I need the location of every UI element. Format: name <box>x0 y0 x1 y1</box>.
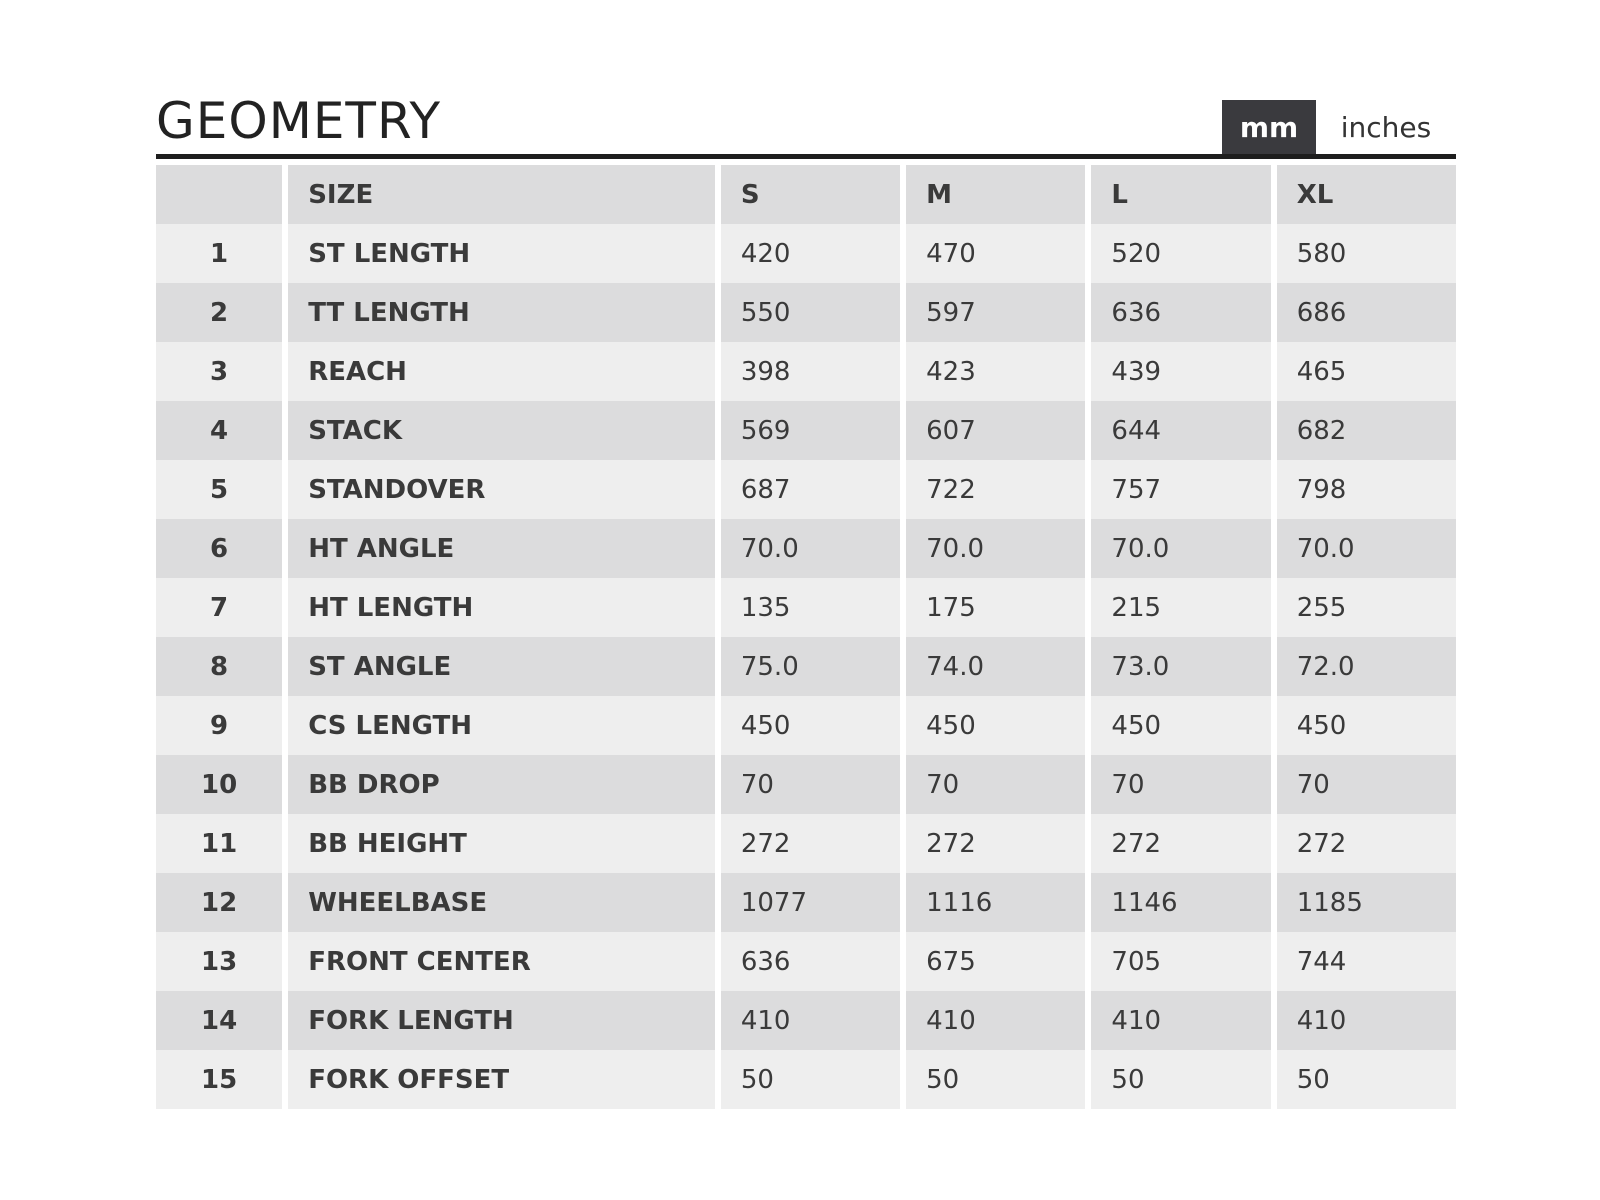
cell-xl: 70.0 <box>1271 519 1456 578</box>
row-label: CS LENGTH <box>282 696 715 755</box>
row-number: 8 <box>156 637 282 696</box>
table-row <box>156 519 1456 578</box>
table-row <box>156 814 1456 873</box>
cell-s: 135 <box>715 578 900 637</box>
column-header-number <box>156 165 282 224</box>
cell-xl: 255 <box>1271 578 1456 637</box>
table-row <box>156 932 1456 991</box>
row-label: FRONT CENTER <box>282 932 715 991</box>
cell-s: 70 <box>715 755 900 814</box>
table-row <box>156 460 1456 519</box>
cell-m: 607 <box>900 401 1085 460</box>
unit-inches-button[interactable]: inches <box>1340 110 1432 144</box>
cell-xl: 410 <box>1271 991 1456 1050</box>
column-header-m: M <box>900 165 1085 224</box>
row-label: ST LENGTH <box>282 224 715 283</box>
cell-m: 1116 <box>900 873 1085 932</box>
row-number: 13 <box>156 932 282 991</box>
cell-m: 272 <box>900 814 1085 873</box>
table-row <box>156 1050 1456 1109</box>
cell-l: 636 <box>1085 283 1270 342</box>
table-row <box>156 342 1456 401</box>
row-label: ST ANGLE <box>282 637 715 696</box>
cell-l: 705 <box>1085 932 1270 991</box>
column-header-l: L <box>1085 165 1270 224</box>
column-header-s: S <box>715 165 900 224</box>
cell-s: 50 <box>715 1050 900 1109</box>
page-title: GEOMETRY <box>156 92 442 150</box>
cell-l: 70.0 <box>1085 519 1270 578</box>
cell-s: 636 <box>715 932 900 991</box>
unit-mm-button[interactable]: mm <box>1222 100 1316 154</box>
row-number: 15 <box>156 1050 282 1109</box>
cell-m: 722 <box>900 460 1085 519</box>
column-header-xl: XL <box>1271 165 1456 224</box>
cell-m: 74.0 <box>900 637 1085 696</box>
cell-s: 569 <box>715 401 900 460</box>
cell-m: 423 <box>900 342 1085 401</box>
cell-l: 410 <box>1085 991 1270 1050</box>
cell-s: 70.0 <box>715 519 900 578</box>
cell-m: 410 <box>900 991 1085 1050</box>
cell-l: 70 <box>1085 755 1270 814</box>
row-number: 1 <box>156 224 282 283</box>
cell-s: 687 <box>715 460 900 519</box>
cell-m: 470 <box>900 224 1085 283</box>
row-number: 7 <box>156 578 282 637</box>
table-row <box>156 578 1456 637</box>
cell-xl: 682 <box>1271 401 1456 460</box>
row-number: 2 <box>156 283 282 342</box>
cell-m: 70.0 <box>900 519 1085 578</box>
cell-s: 272 <box>715 814 900 873</box>
cell-m: 675 <box>900 932 1085 991</box>
row-number: 6 <box>156 519 282 578</box>
cell-m: 597 <box>900 283 1085 342</box>
cell-xl: 70 <box>1271 755 1456 814</box>
row-label: WHEELBASE <box>282 873 715 932</box>
cell-m: 70 <box>900 755 1085 814</box>
cell-s: 420 <box>715 224 900 283</box>
unit-toggle <box>1222 100 1456 154</box>
cell-l: 520 <box>1085 224 1270 283</box>
row-label: FORK LENGTH <box>282 991 715 1050</box>
cell-l: 1146 <box>1085 873 1270 932</box>
row-number: 9 <box>156 696 282 755</box>
cell-l: 215 <box>1085 578 1270 637</box>
table-body <box>156 224 1456 1109</box>
cell-xl: 744 <box>1271 932 1456 991</box>
cell-xl: 450 <box>1271 696 1456 755</box>
cell-m: 175 <box>900 578 1085 637</box>
geometry-table <box>156 165 1456 1109</box>
table-row <box>156 637 1456 696</box>
cell-l: 50 <box>1085 1050 1270 1109</box>
row-number: 14 <box>156 991 282 1050</box>
column-header-size: SIZE <box>282 165 715 224</box>
geometry-panel <box>156 86 1456 1109</box>
row-number: 10 <box>156 755 282 814</box>
table-row <box>156 873 1456 932</box>
cell-s: 1077 <box>715 873 900 932</box>
cell-s: 75.0 <box>715 637 900 696</box>
row-label: HT ANGLE <box>282 519 715 578</box>
cell-xl: 1185 <box>1271 873 1456 932</box>
table-row <box>156 224 1456 283</box>
cell-m: 450 <box>900 696 1085 755</box>
cell-l: 757 <box>1085 460 1270 519</box>
cell-l: 450 <box>1085 696 1270 755</box>
table-header-row <box>156 165 1456 224</box>
row-label: FORK OFFSET <box>282 1050 715 1109</box>
cell-xl: 686 <box>1271 283 1456 342</box>
row-label: BB DROP <box>282 755 715 814</box>
cell-xl: 798 <box>1271 460 1456 519</box>
cell-xl: 72.0 <box>1271 637 1456 696</box>
cell-l: 644 <box>1085 401 1270 460</box>
row-label: BB HEIGHT <box>282 814 715 873</box>
row-number: 11 <box>156 814 282 873</box>
cell-l: 272 <box>1085 814 1270 873</box>
cell-s: 450 <box>715 696 900 755</box>
cell-l: 73.0 <box>1085 637 1270 696</box>
row-label: STANDOVER <box>282 460 715 519</box>
row-number: 5 <box>156 460 282 519</box>
row-label: HT LENGTH <box>282 578 715 637</box>
geometry-header <box>156 86 1456 159</box>
cell-s: 398 <box>715 342 900 401</box>
table-row <box>156 755 1456 814</box>
row-number: 3 <box>156 342 282 401</box>
cell-xl: 272 <box>1271 814 1456 873</box>
cell-s: 550 <box>715 283 900 342</box>
cell-s: 410 <box>715 991 900 1050</box>
row-label: TT LENGTH <box>282 283 715 342</box>
row-label: STACK <box>282 401 715 460</box>
cell-xl: 580 <box>1271 224 1456 283</box>
table-row <box>156 401 1456 460</box>
row-label: REACH <box>282 342 715 401</box>
row-number: 4 <box>156 401 282 460</box>
table-row <box>156 696 1456 755</box>
cell-xl: 50 <box>1271 1050 1456 1109</box>
table-row <box>156 991 1456 1050</box>
row-number: 12 <box>156 873 282 932</box>
table-row <box>156 283 1456 342</box>
cell-m: 50 <box>900 1050 1085 1109</box>
cell-xl: 465 <box>1271 342 1456 401</box>
cell-l: 439 <box>1085 342 1270 401</box>
